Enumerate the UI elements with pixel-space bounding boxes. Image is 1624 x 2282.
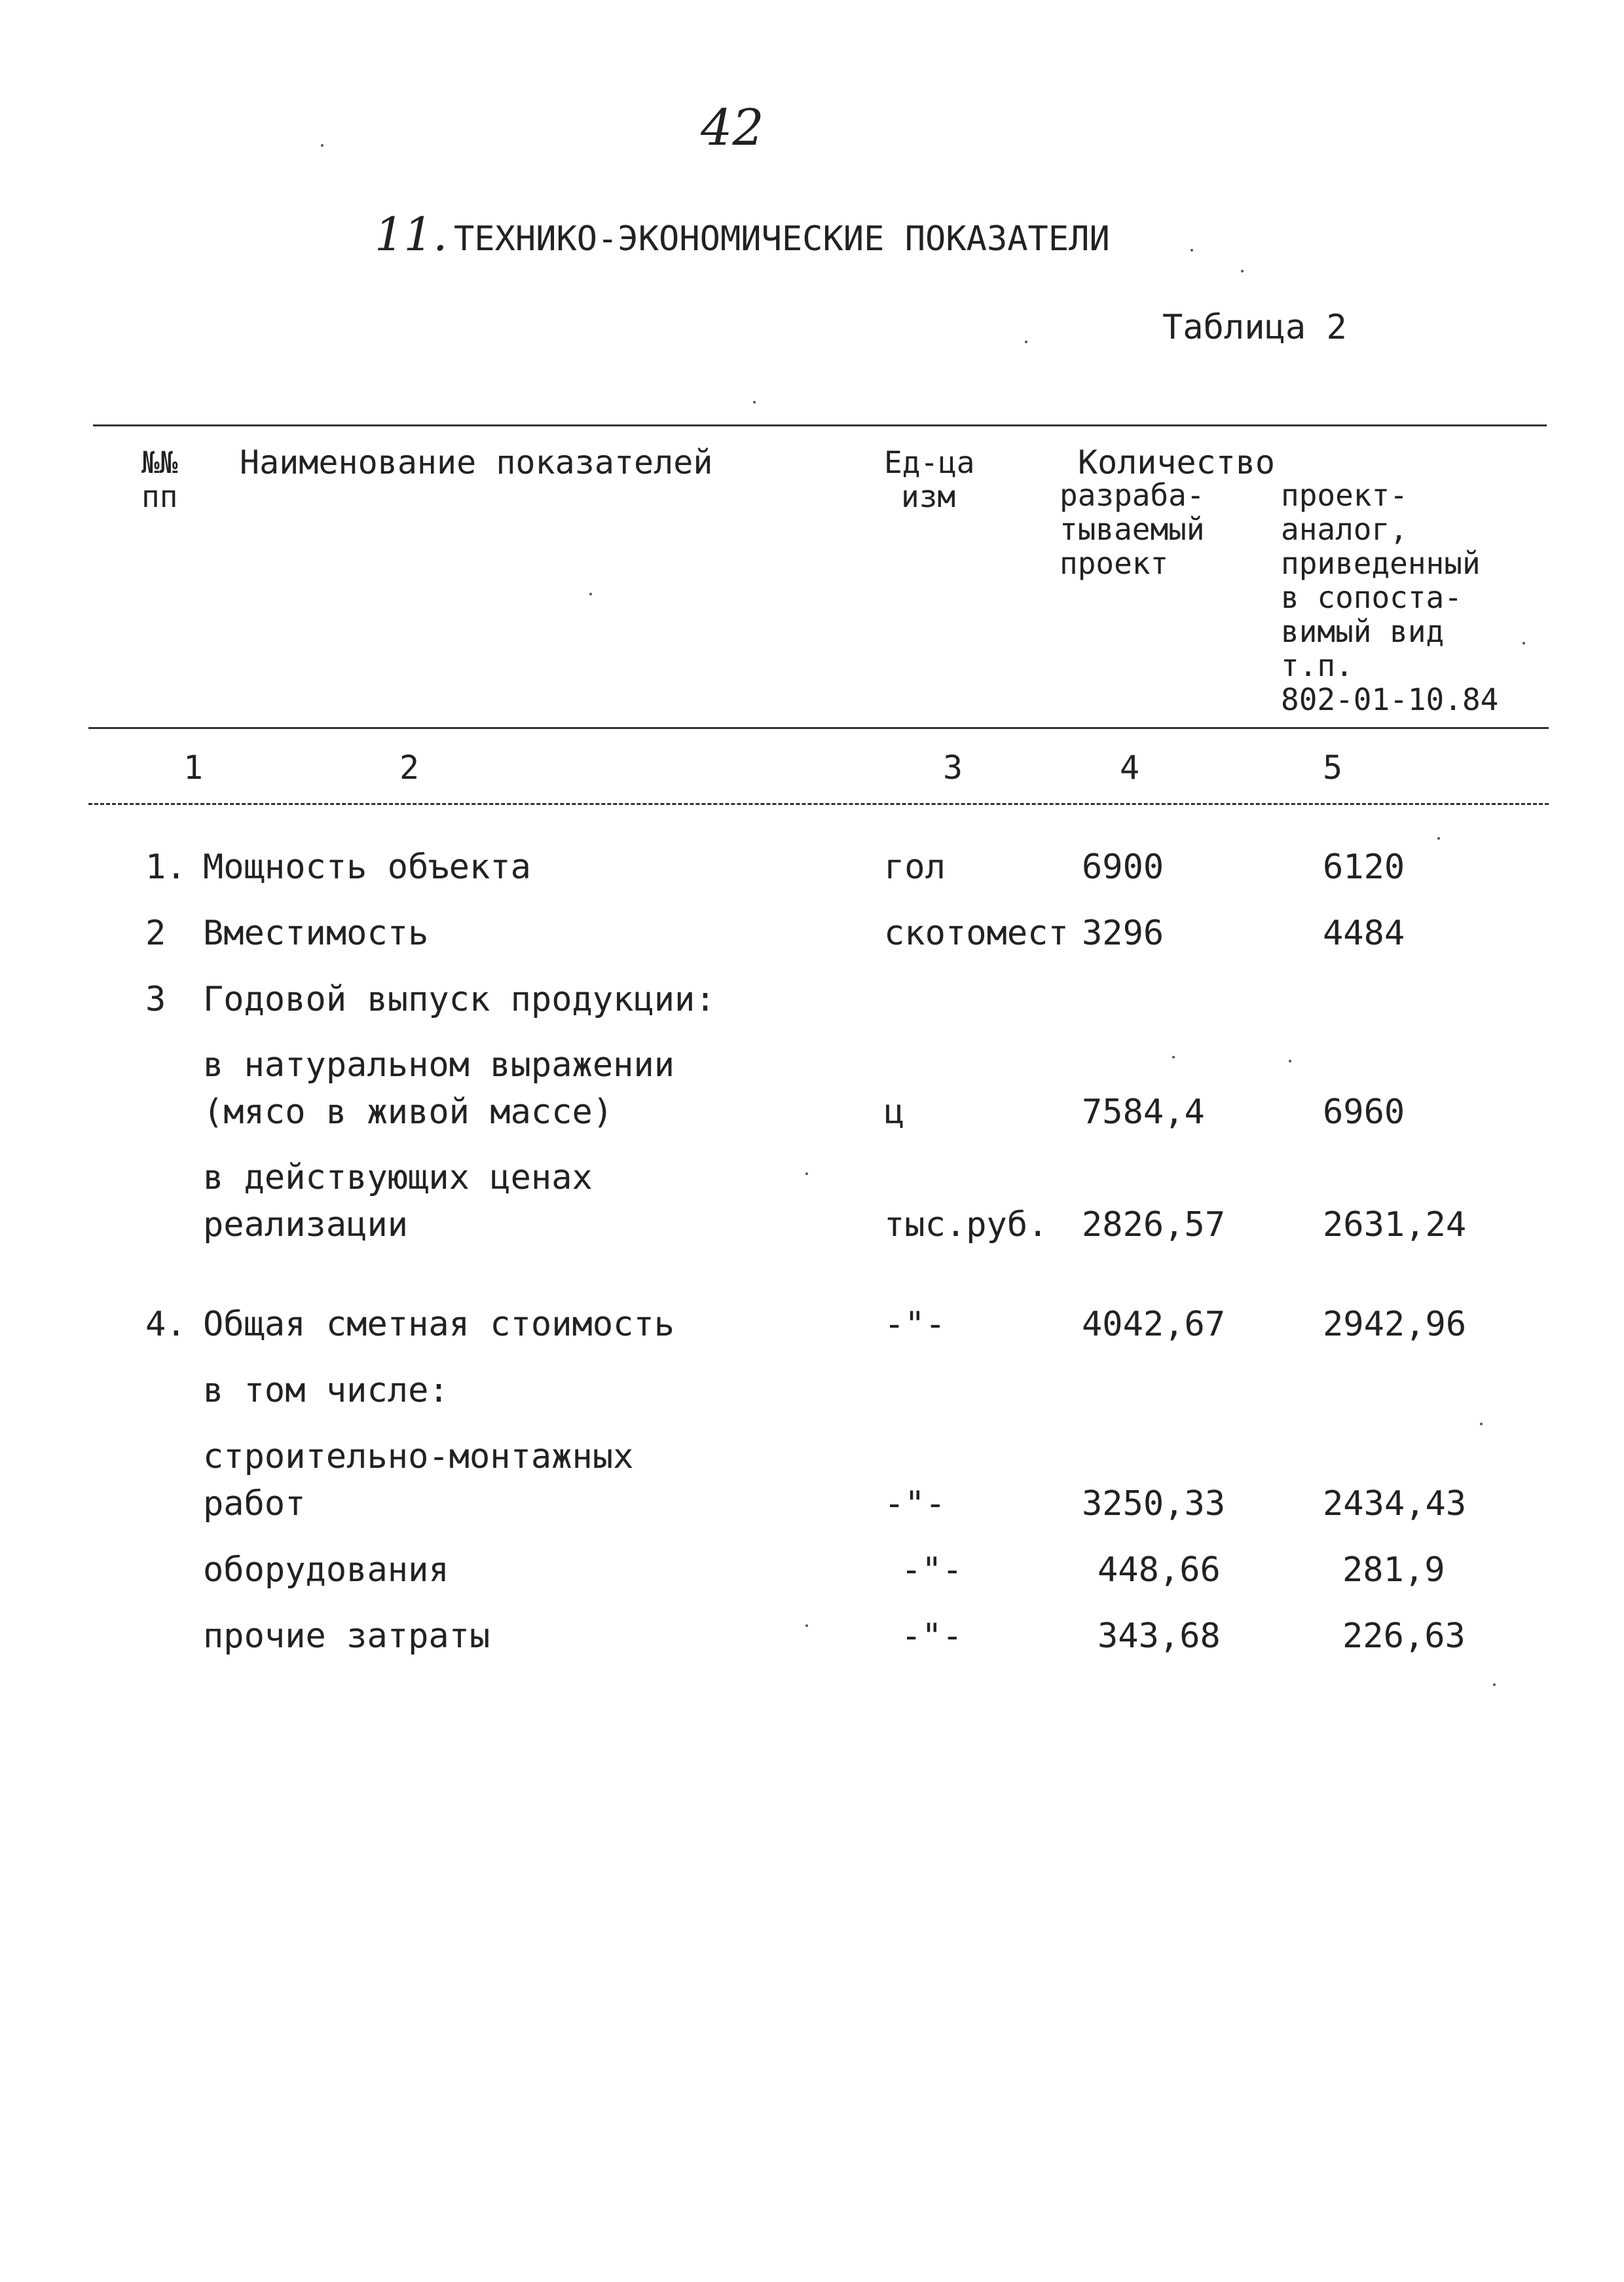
row-name: строительно-монтажных работ <box>203 1437 634 1524</box>
scan-speck <box>1522 642 1525 645</box>
row-analog-value: 6960 <box>1323 1093 1405 1132</box>
header-quantity: Количество <box>1078 443 1276 481</box>
row-analog-value: 226,63 <box>1342 1617 1466 1656</box>
section-title-text: ТЕХНИКО-ЭКОНОМИЧЕСКИЕ ПОКАЗАТЕЛИ <box>453 219 1110 259</box>
row-name: Вместимость <box>203 914 429 953</box>
row-name: Мощность объекта <box>203 848 531 887</box>
row-project-value: 6900 <box>1082 848 1164 887</box>
row-unit: -"- <box>901 1550 963 1590</box>
scan-speck <box>1493 1683 1496 1686</box>
row-unit: -"- <box>884 1305 946 1344</box>
row-unit: скотомест <box>884 914 1069 953</box>
row-name: в том числе: <box>203 1371 449 1410</box>
scan-speck <box>805 1624 808 1627</box>
row-analog-value: 6120 <box>1323 848 1405 887</box>
table-top-rule <box>93 424 1547 426</box>
scan-speck <box>1289 1060 1291 1062</box>
row-analog-value: 2631,24 <box>1323 1205 1467 1244</box>
row-analog-value: 4484 <box>1323 914 1405 953</box>
page-number: 42 <box>701 98 764 157</box>
header-project-col: разраба- тываемый проект <box>1060 477 1205 581</box>
column-number-1: 1 <box>183 749 204 787</box>
scan-speck <box>753 401 756 403</box>
row-project-value: 7584,4 <box>1082 1093 1205 1132</box>
header-analog-col: проект- аналог, приведенный в сопоста- вимый вид т.п. 802-01-10.84 <box>1281 477 1499 717</box>
row-name: Общая сметная стоимость <box>203 1305 675 1344</box>
row-unit: -"- <box>901 1617 963 1656</box>
header-unit-col: Ед-ца изм <box>884 445 975 514</box>
row-project-value: 4042,67 <box>1082 1305 1226 1344</box>
row-analog-value: 2942,96 <box>1323 1305 1467 1344</box>
row-name: в натуральном выражении (мясо в живой массе) <box>203 1045 675 1132</box>
section-title <box>375 208 1110 265</box>
section-number: 11. <box>375 208 448 261</box>
scan-speck <box>1241 270 1244 272</box>
column-number-5: 5 <box>1323 749 1343 787</box>
row-project-value: 3250,33 <box>1082 1484 1226 1524</box>
row-number: 2 <box>145 914 166 953</box>
scan-speck <box>1437 837 1440 840</box>
scan-speck <box>1190 249 1193 252</box>
row-unit: гол <box>884 848 946 887</box>
row-name: оборудования <box>203 1550 449 1590</box>
scan-speck <box>589 593 592 595</box>
row-project-value: 2826,57 <box>1082 1205 1226 1244</box>
row-project-value: 448,66 <box>1098 1550 1221 1590</box>
row-project-value: 343,68 <box>1098 1617 1221 1656</box>
row-project-value: 3296 <box>1082 914 1164 953</box>
row-analog-value: 2434,43 <box>1323 1484 1467 1524</box>
row-name: прочие затраты <box>203 1617 490 1656</box>
row-name: в действующих ценах реализации <box>203 1158 593 1244</box>
column-number-3: 3 <box>943 749 963 787</box>
row-number: 1. <box>145 848 187 887</box>
column-number-4: 4 <box>1120 749 1140 787</box>
column-number-2: 2 <box>399 749 420 787</box>
row-number: 3 <box>145 980 166 1019</box>
scan-speck <box>805 1172 808 1175</box>
scan-speck <box>321 144 323 147</box>
row-unit: тыс.руб. <box>884 1205 1048 1244</box>
row-number: 4. <box>145 1305 187 1344</box>
header-bottom-rule <box>88 727 1549 729</box>
scan-speck <box>1025 341 1027 343</box>
scan-speck <box>1480 1423 1483 1425</box>
header-name-col: Наименование показателей <box>240 443 713 481</box>
row-name: Годовой выпуск продукции: <box>203 980 716 1019</box>
scan-speck <box>1172 1056 1175 1058</box>
row-unit: ц <box>884 1093 905 1132</box>
table-label: Таблица 2 <box>1162 308 1347 347</box>
row-analog-value: 281,9 <box>1342 1550 1445 1590</box>
header-num-col: №№ пп <box>141 445 178 514</box>
row-unit: -"- <box>884 1484 946 1524</box>
column-numbers-rule <box>88 803 1549 805</box>
